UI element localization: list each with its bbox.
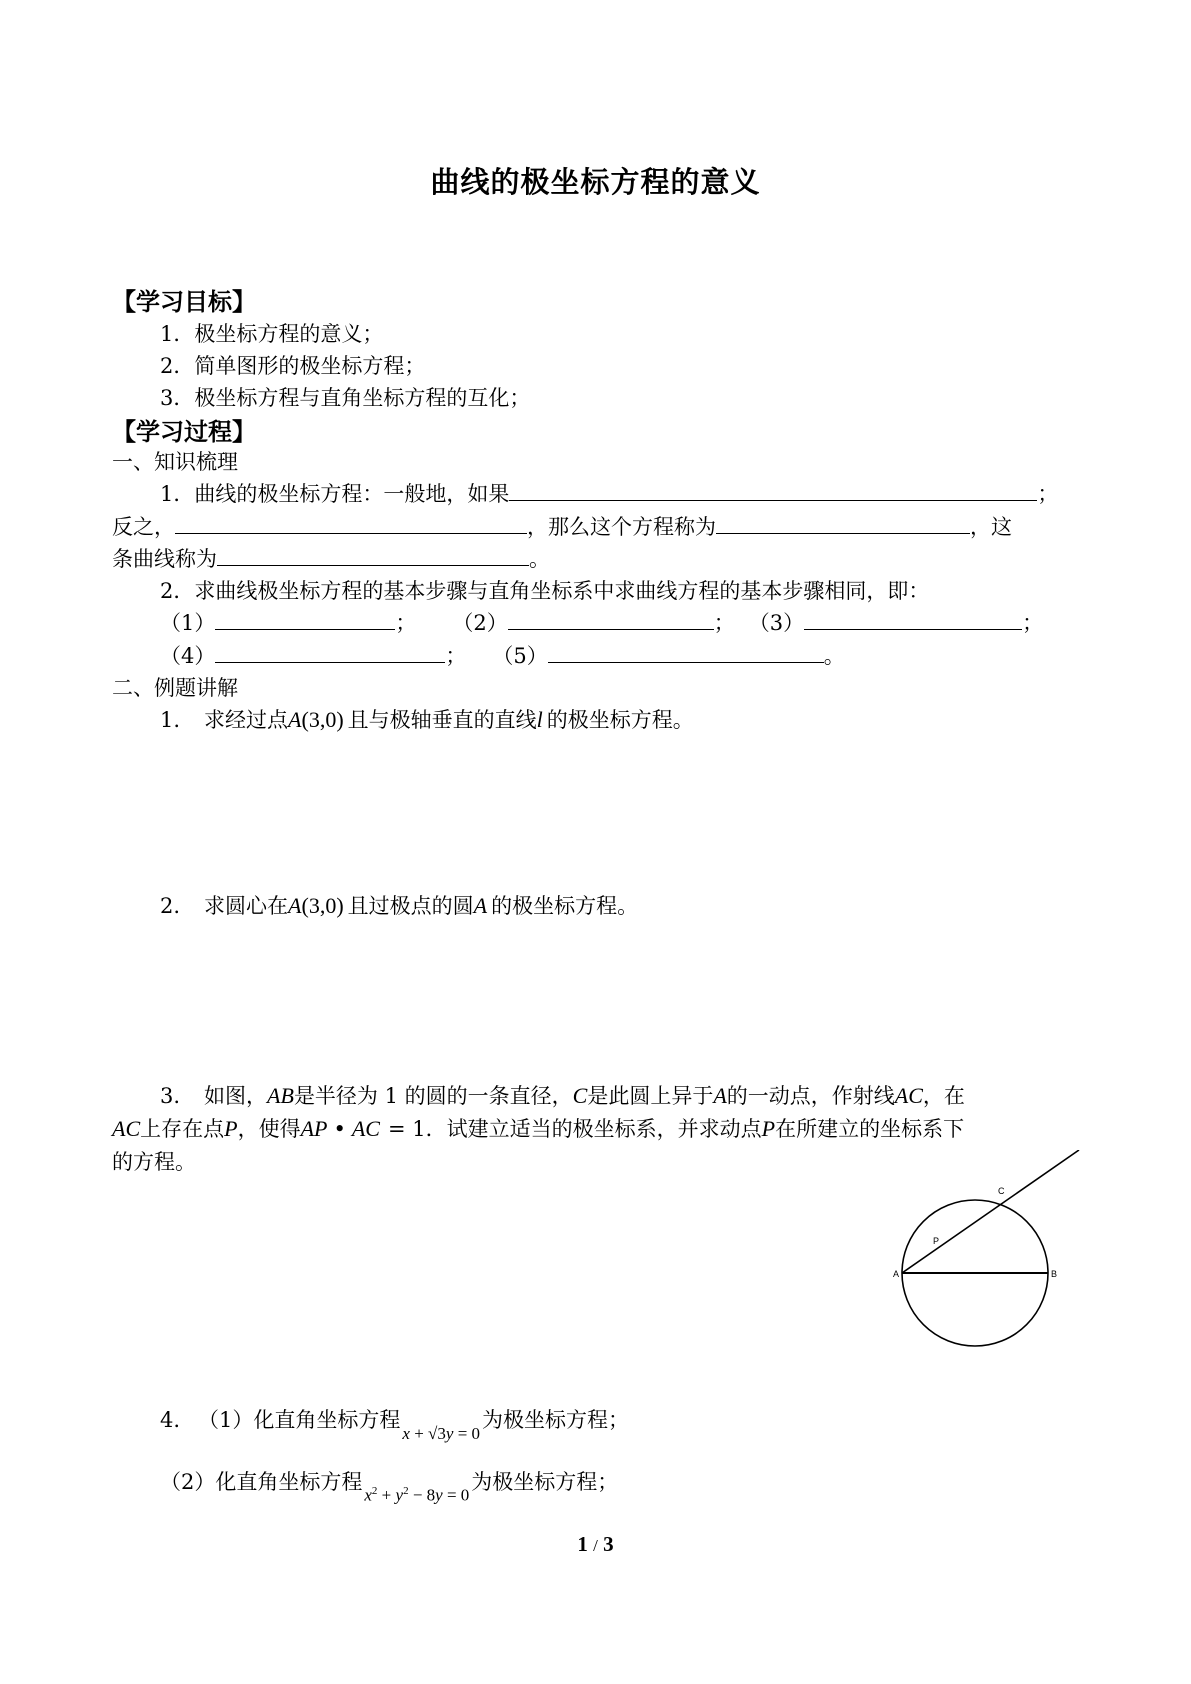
- example-4-part1: 4. （1）化直角坐标方程x + √3y = 0为极坐标方程；: [160, 1408, 630, 1443]
- blank-q1-b[interactable]: [175, 513, 527, 534]
- blank-q1-c[interactable]: [716, 513, 970, 534]
- example-4-part2: （2）化直角坐标方程$x^2 + y^2 - 8y = 0$为极坐标方程；: [160, 1470, 619, 1505]
- objective-item-3: 3．极坐标方程与直角坐标方程的互化；: [160, 386, 531, 410]
- page-title: 曲线的极坐标方程的意义: [430, 165, 761, 199]
- example-3-line3: 的方程。: [112, 1150, 196, 1174]
- blank-step-4[interactable]: [215, 642, 445, 663]
- equation-2: $x^2 + y^2 - 8y = 0$: [364, 1485, 470, 1505]
- blank-step-1[interactable]: [215, 609, 395, 630]
- blank-step-2[interactable]: [508, 609, 714, 630]
- blank-step-5[interactable]: [548, 642, 824, 663]
- example-1: 1. 求经过点A(3,0) 且与极轴垂直的直线l 的极坐标方程。: [160, 707, 694, 732]
- knowledge-q1-line2: 反之， ，那么这个方程称为 ，这: [112, 515, 1012, 539]
- circle-diagram: [885, 1150, 1085, 1356]
- knowledge-heading: 一、知识梳理: [112, 450, 238, 474]
- page-number: 1 / 3: [577, 1532, 614, 1556]
- blank-q1-a[interactable]: [509, 480, 1037, 501]
- example-3-line2: AC上存在点P，使得AP • AC = 1．试建立适当的极坐标系，并求动点P在所建立的坐标系下: [112, 1116, 965, 1141]
- knowledge-q1-line1: 1．曲线的极坐标方程：一般地，如果 ；: [160, 482, 1059, 506]
- label-a: A: [893, 1269, 900, 1279]
- example-3-line1: 3. 如图，AB是半径为 1 的圆的一条直径，C是此圆上异于A的一动点，作射线AC，在: [160, 1083, 965, 1108]
- steps-row-1: （1） ； （2） ； （3） ；: [160, 611, 1044, 635]
- knowledge-q2: 2．求曲线极坐标方程的基本步骤与直角坐标系中求曲线方程的基本步骤相同，即：: [160, 579, 930, 603]
- blank-q1-d[interactable]: [217, 545, 529, 566]
- objectives-heading: 【学习目标】: [112, 288, 256, 316]
- label-p: P: [933, 1236, 940, 1246]
- objective-item-1: 1．极坐标方程的意义；: [160, 322, 384, 346]
- examples-heading: 二、例题讲解: [112, 676, 238, 700]
- label-b: B: [1051, 1269, 1058, 1279]
- process-heading: 【学习过程】: [112, 418, 256, 446]
- steps-row-2: （4） ； （5） 。: [160, 644, 845, 668]
- example-2: 2. 求圆心在A(3,0) 且过极点的圆A 的极坐标方程。: [160, 893, 639, 918]
- knowledge-q1-line3: 条曲线称为 。: [112, 547, 550, 571]
- ray-ac: [902, 1150, 1079, 1273]
- blank-step-3[interactable]: [804, 609, 1022, 630]
- equation-1: x + √3y = 0: [402, 1424, 481, 1443]
- label-c: C: [998, 1186, 1005, 1196]
- objective-item-2: 2．简单图形的极坐标方程；: [160, 354, 426, 378]
